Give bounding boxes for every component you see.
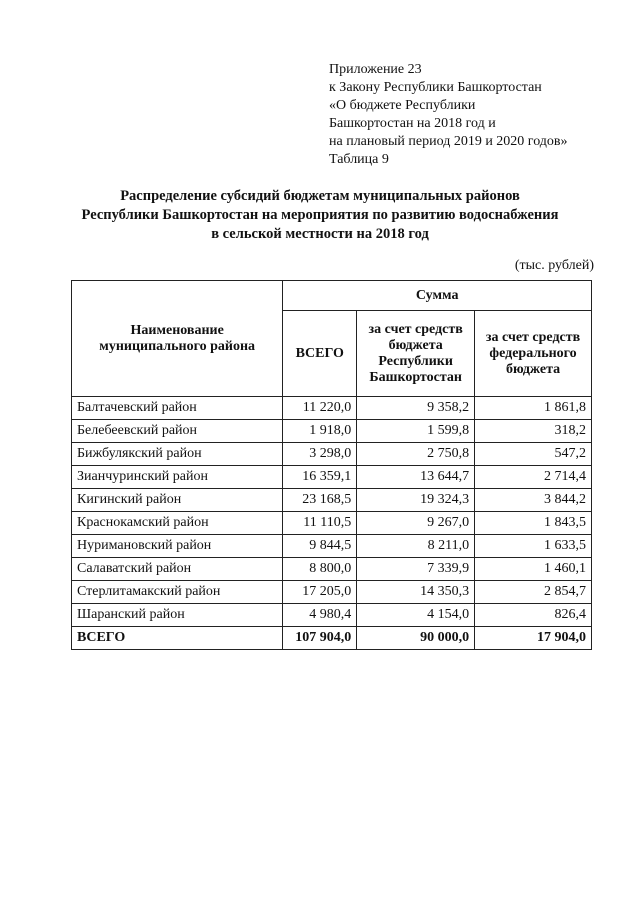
- table-row: [72, 443, 592, 466]
- total-cell: 11 110,5: [283, 512, 357, 535]
- republic-cell: 4 154,0: [357, 604, 475, 627]
- table-row: [72, 489, 592, 512]
- table-row: [72, 397, 592, 420]
- district-name: Зианчуринский район: [72, 466, 283, 489]
- total-label: ВСЕГО: [72, 627, 283, 650]
- federal-cell: 1 633,5: [475, 535, 592, 558]
- appendix-line: Приложение 23: [329, 62, 422, 77]
- table-row: [72, 512, 592, 535]
- district-name: Краснокамский район: [72, 512, 283, 535]
- republic-cell: 13 644,7: [357, 466, 475, 489]
- federal-cell: 2 714,4: [475, 466, 592, 489]
- table-row: [72, 466, 592, 489]
- total-row: [72, 627, 592, 650]
- table-row: [72, 558, 592, 581]
- table-row: [72, 581, 592, 604]
- total-cell: 23 168,5: [283, 489, 357, 512]
- total-cell: 8 800,0: [283, 558, 357, 581]
- district-name: Стерлитамакский район: [72, 581, 283, 604]
- federal-cell: 3 844,2: [475, 489, 592, 512]
- appendix-line: к Закону Республики Башкортостан: [329, 80, 542, 95]
- district-name: Кигинский район: [72, 489, 283, 512]
- federal-cell: 1 843,5: [475, 512, 592, 535]
- federal-cell: 2 854,7: [475, 581, 592, 604]
- units-label: (тыс. рублей): [514, 258, 594, 273]
- appendix-line: на плановый период 2019 и 2020 годов»: [329, 134, 568, 149]
- republic-cell: 14 350,3: [357, 581, 475, 604]
- table-row: [72, 535, 592, 558]
- republic-cell: 19 324,3: [357, 489, 475, 512]
- district-name: Белебеевский район: [72, 420, 283, 443]
- federal-cell: 318,2: [475, 420, 592, 443]
- district-name: Балтачевский район: [72, 397, 283, 420]
- header-federal: за счет средств федерального бюджета: [475, 311, 592, 397]
- federal-cell: 1 861,8: [475, 397, 592, 420]
- total-cell: 17 205,0: [283, 581, 357, 604]
- appendix-block: [329, 61, 568, 169]
- appendix-line: «О бюджете Республики: [329, 98, 476, 113]
- subsidy-table: [71, 280, 592, 650]
- district-name: Салаватский район: [72, 558, 283, 581]
- table-row: [72, 420, 592, 443]
- republic-cell: 1 599,8: [357, 420, 475, 443]
- district-name: Бижбулякский район: [72, 443, 283, 466]
- header-total: ВСЕГО: [283, 311, 357, 397]
- appendix-line: Башкортостан на 2018 год и: [329, 116, 496, 131]
- total-cell: 1 918,0: [283, 420, 357, 443]
- header-name: Наименование муниципального района: [72, 281, 283, 397]
- title-line: в сельской местности на 2018 год: [211, 226, 429, 242]
- republic-cell: 8 211,0: [357, 535, 475, 558]
- republic-cell: 7 339,9: [357, 558, 475, 581]
- republic-cell: 2 750,8: [357, 443, 475, 466]
- title-line: Распределение субсидий бюджетам муниципальных районов: [120, 188, 520, 204]
- document-title: [60, 187, 580, 244]
- total-cell: 3 298,0: [283, 443, 357, 466]
- header-republic: за счет средств бюджета Республики Башкортостан: [357, 311, 475, 397]
- federal-cell: 17 904,0: [475, 627, 592, 650]
- total-cell: 16 359,1: [283, 466, 357, 489]
- table-row: [72, 604, 592, 627]
- federal-cell: 826,4: [475, 604, 592, 627]
- header-sum: Сумма: [283, 281, 592, 311]
- title-line: Республики Башкортостан на мероприятия по развитию водоснабжения: [81, 207, 559, 223]
- republic-cell: 9 358,2: [357, 397, 475, 420]
- district-name: Шаранский район: [72, 604, 283, 627]
- total-cell: 4 980,4: [283, 604, 357, 627]
- total-cell: 107 904,0: [283, 627, 357, 650]
- total-cell: 9 844,5: [283, 535, 357, 558]
- appendix-line: Таблица 9: [329, 152, 389, 167]
- republic-cell: 9 267,0: [357, 512, 475, 535]
- federal-cell: 1 460,1: [475, 558, 592, 581]
- total-cell: 11 220,0: [283, 397, 357, 420]
- republic-cell: 90 000,0: [357, 627, 475, 650]
- district-name: Нуримановский район: [72, 535, 283, 558]
- federal-cell: 547,2: [475, 443, 592, 466]
